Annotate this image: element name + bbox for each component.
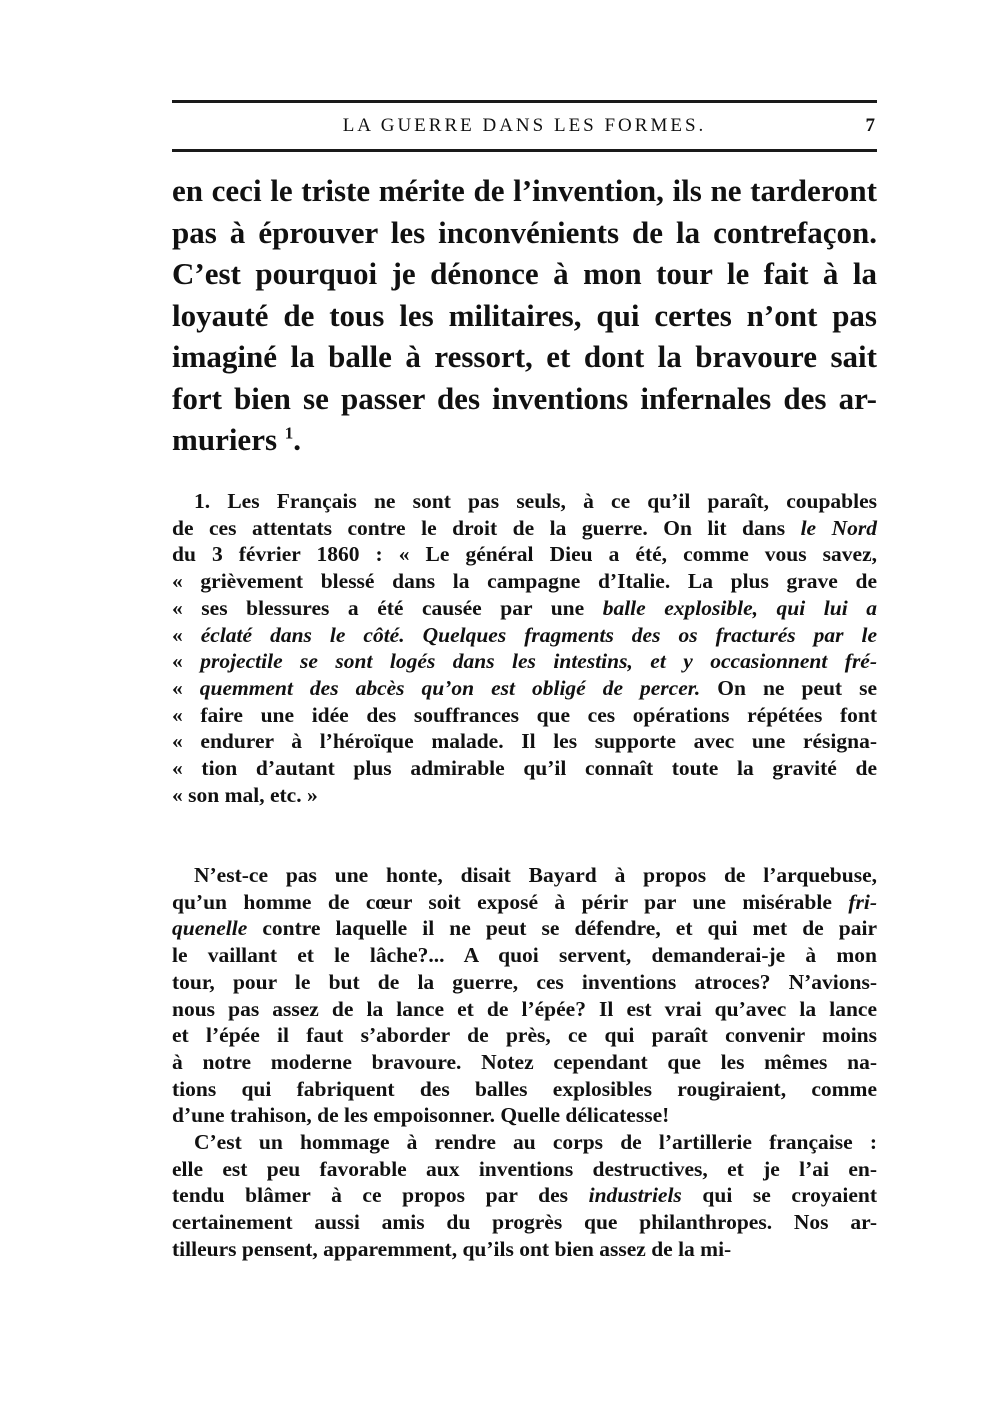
text-line: en ceci le triste mérite de l’invention, ils ne tarderont <box>172 173 877 208</box>
text-line: C’est pourquoi je dénonce à mon tour le fait à la <box>172 256 877 291</box>
running-title: LA GUERRE DANS LES FORMES. <box>342 115 707 136</box>
text-fragment: à notre moderne bravoure. Notez cependant que les mêmes na- <box>172 1049 877 1074</box>
body-continued <box>172 862 877 1263</box>
text-fragment: « ses blessures a été causée par une <box>172 595 603 620</box>
text-fragment: Les Français ne sont pas seuls, à ce qu’il paraît, coupables <box>227 489 877 513</box>
text-line <box>172 889 877 916</box>
text-fragment: et l’épée il faut s’aborder de près, ce qui paraît convenir moins <box>172 1023 877 1048</box>
text-fragment: muriers <box>172 422 278 457</box>
text-fragment: N’est-ce pas une honte, disait Bayard à propos de l’arquebuse, <box>194 863 877 887</box>
text-fragment: « faire une idée des souffrances que ces opérations répétées font <box>172 702 877 727</box>
text-line <box>172 648 877 675</box>
italic-text: fri- <box>848 889 877 914</box>
text-line <box>172 755 877 782</box>
punctuation: . <box>293 422 302 457</box>
text-line <box>172 568 877 595</box>
footnote-reference[interactable]: 1 <box>284 423 294 443</box>
italic-text: industriels <box>588 1183 682 1208</box>
text-line <box>172 1182 877 1209</box>
text-line <box>172 595 877 622</box>
text-fragment: « grièvement blessé dans la campagne d’Italie. La plus grave de <box>172 569 877 594</box>
text-line <box>172 1156 877 1183</box>
italic-text: éclaté dans le côté. Quelques fragments des os fracturés par le <box>200 622 877 647</box>
italic-text: quemment des abcès qu’on est obligé de percer. <box>199 675 701 700</box>
paragraph <box>172 862 877 1129</box>
text-line: fort bien se passer des inventions infernales des ar- <box>172 380 877 416</box>
text-fragment: qui se croyaient <box>681 1183 877 1208</box>
text-line <box>172 915 877 942</box>
text-line <box>172 488 877 515</box>
header-bottom-rule <box>172 149 877 152</box>
text-line: imaginé la balle à ressort, et dont la bravoure sait <box>172 339 877 374</box>
text-fragment: « tion d’autant plus admirable qu’il connaît toute la gravité de <box>172 756 877 781</box>
text-fragment: tour, pour le but de la guerre, ces inventions atroces? N’avions- <box>172 969 877 994</box>
text-line <box>172 1209 877 1236</box>
text-line <box>172 782 877 809</box>
text-fragment: nous pas assez de la lance et de l’épée? Il est vrai qu’avec la lance <box>172 996 877 1021</box>
text-fragment: « <box>172 649 201 674</box>
text-fragment: « endurer à l’héroïque malade. Il les supporte avec une résigna- <box>172 729 877 754</box>
text-fragment: le vaillant et le lâche?... A quoi servent, demanderai-je à mon <box>172 943 877 968</box>
text-line <box>172 541 877 568</box>
footnote-number: 1. <box>194 489 228 513</box>
text-fragment: « <box>172 675 200 700</box>
text-fragment: qu’un homme de cœur soit exposé à périr par une misérable <box>172 889 849 914</box>
italic-text: le Nord <box>800 515 877 540</box>
running-head <box>172 113 877 141</box>
text-fragment: « son mal, etc. » <box>172 782 318 807</box>
text-fragment: tilleurs pensent, apparemment, qu’ils ont bien assez de la mi- <box>172 1236 732 1261</box>
text-line: loyauté de tous les militaires, qui certes n’ont pas <box>172 297 877 333</box>
text-line <box>172 675 877 702</box>
text-line <box>172 942 877 969</box>
text-fragment: tendu blâmer à ce propos par des <box>172 1183 589 1208</box>
text-fragment: d’une trahison, de les empoisonner. Quelle délicatesse! <box>172 1103 670 1128</box>
text-line: pas à éprouver les inconvénients de la contrefaçon. <box>172 214 877 250</box>
text-line <box>172 1022 877 1049</box>
text-fragment: elle est peu favorable aux inventions destructives, et je l’ai en- <box>172 1156 877 1181</box>
text-line <box>172 1049 877 1076</box>
page-number: 7 <box>865 115 875 136</box>
text-fragment: du 3 février 1860 : « Le général Dieu a été, comme vous savez, <box>172 542 877 567</box>
text-line <box>172 419 877 461</box>
text-fragment: de ces attentats contre le droit de la guerre. On lit dans <box>172 515 801 540</box>
paragraph <box>172 1129 877 1263</box>
text-line <box>172 996 877 1023</box>
text-fragment: On ne peut se <box>700 675 877 700</box>
text-fragment: tions qui fabriquent des balles explosibles rougiraient, comme <box>172 1076 877 1101</box>
text-line <box>172 702 877 729</box>
text-line <box>172 969 877 996</box>
main-paragraph <box>172 170 877 461</box>
text-line <box>172 515 877 542</box>
text-line <box>172 728 877 755</box>
text-line <box>172 1236 877 1263</box>
italic-text: projectile se sont logés dans les intestins, et y occasionnent fré- <box>200 649 878 674</box>
header-top-rule <box>172 100 877 103</box>
text-fragment: contre laquelle il ne peut se défendre, et qui met de pair <box>247 916 877 941</box>
text-line <box>172 1129 877 1156</box>
footnote <box>172 488 877 808</box>
text-fragment: certainement aussi amis du progrès que philanthropes. Nos ar- <box>172 1210 877 1235</box>
italic-text: quenelle <box>172 916 248 941</box>
text-line <box>172 1102 877 1129</box>
text-fragment: C’est un hommage à rendre au corps de l’artillerie française : <box>194 1130 877 1155</box>
text-line <box>172 1076 877 1103</box>
text-line <box>172 622 877 649</box>
text-fragment: « <box>172 622 201 647</box>
italic-text: balle explosible, qui lui a <box>602 595 877 620</box>
text-line <box>172 862 877 889</box>
